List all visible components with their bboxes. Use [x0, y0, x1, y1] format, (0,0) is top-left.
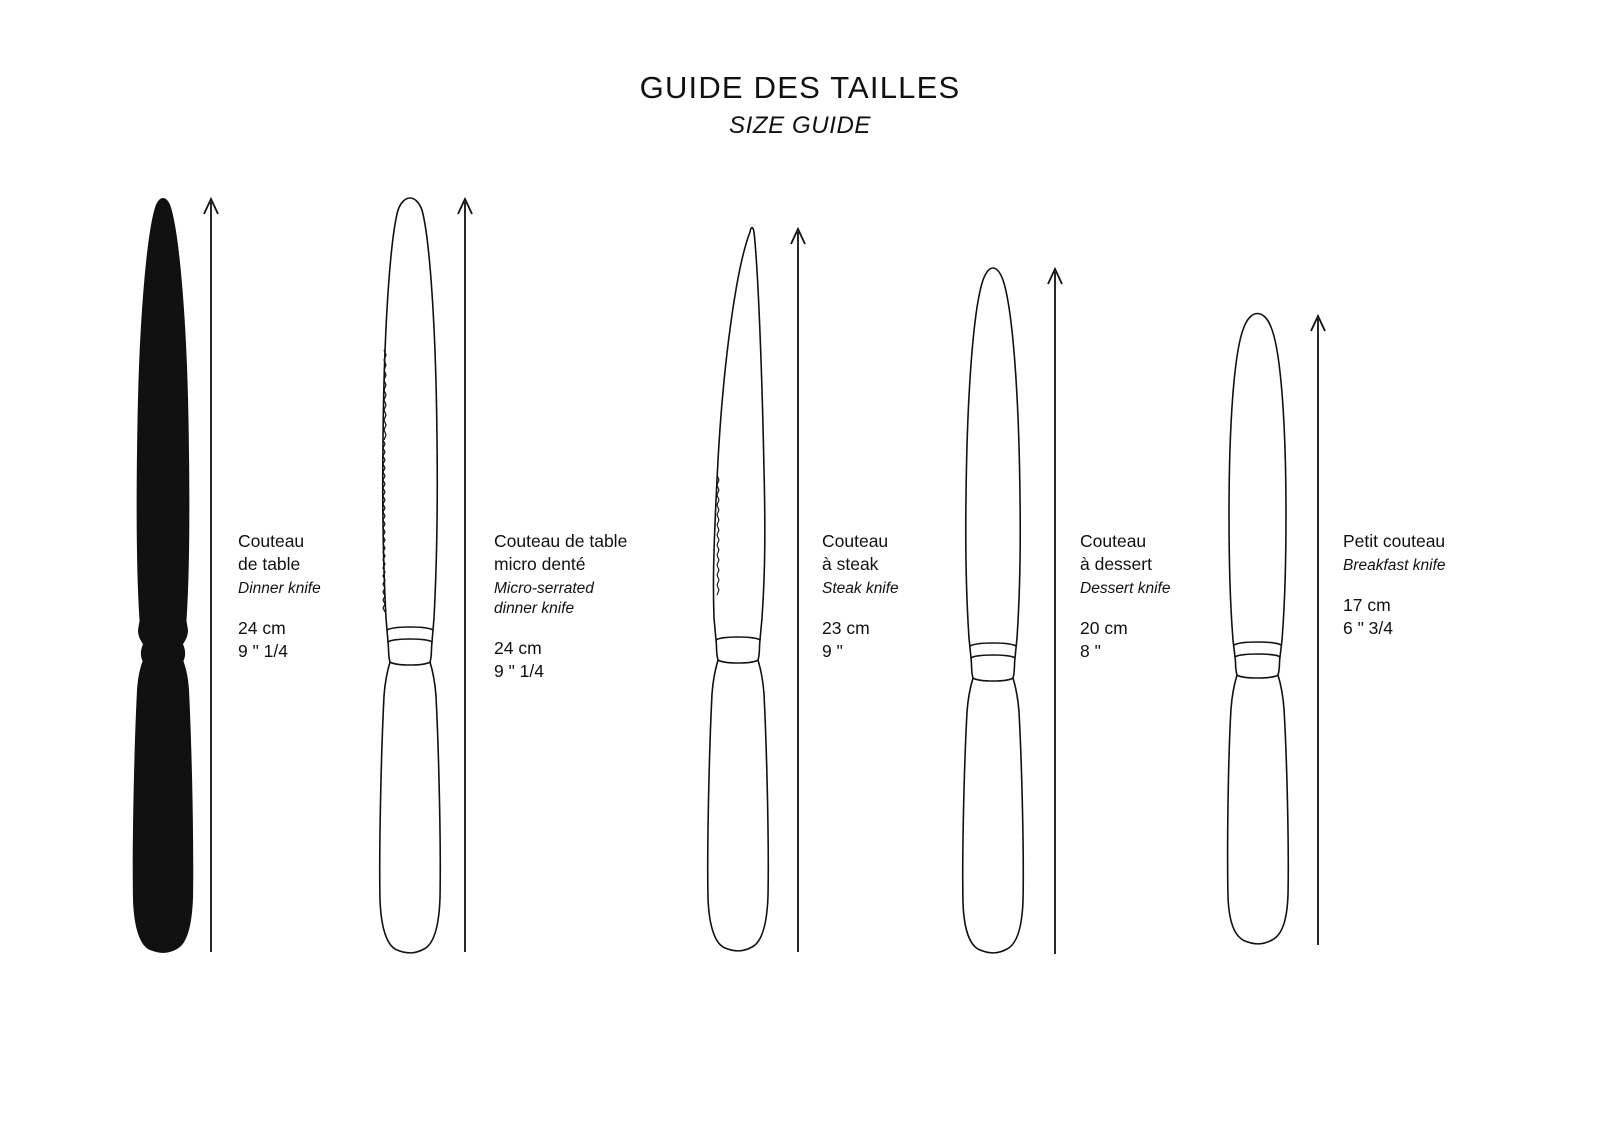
knife-item-breakfast: [1218, 305, 1478, 970]
caption-dessert-knife: [1080, 530, 1170, 663]
caption-en: Dinner knife: [238, 580, 321, 597]
caption-steak-knife: [822, 530, 899, 663]
size-cm: 23 cm: [822, 618, 870, 638]
caption-en: Steak knife: [822, 580, 899, 597]
caption-fr-line1: Couteau: [238, 531, 305, 551]
page-title: GUIDE DES TAILLES: [639, 70, 961, 105]
caption-fr-line2: de table: [238, 554, 301, 574]
caption-en-line1: Micro-serrated: [494, 580, 594, 597]
size-cm: 20 cm: [1080, 618, 1128, 638]
size-in: 8 ": [1080, 641, 1101, 661]
knife-item-dinner: [110, 190, 370, 970]
size-cm: 17 cm: [1343, 595, 1391, 615]
caption-fr-line1: Couteau de table: [494, 531, 628, 551]
caption-fr-line2: à steak: [822, 554, 879, 574]
caption-en-line2: dinner knife: [494, 600, 575, 617]
caption-fr-line1: Couteau: [1080, 531, 1147, 551]
caption-micro-serrated-knife: [494, 530, 627, 683]
size-cm: 24 cm: [238, 618, 286, 638]
page-subtitle: SIZE GUIDE: [728, 112, 872, 139]
knife-item-steak: [700, 220, 960, 970]
size-in: 9 " 1/4: [494, 661, 544, 681]
size-in: 6 " 3/4: [1343, 618, 1393, 638]
caption-fr-line1: Couteau: [822, 531, 889, 551]
caption-en: Dessert knife: [1080, 580, 1171, 597]
caption-en: Breakfast knife: [1343, 557, 1446, 574]
caption-dinner-knife: [238, 530, 321, 663]
size-cm: 24 cm: [494, 638, 542, 658]
caption-fr-line2: micro denté: [494, 554, 586, 574]
knife-item-dessert: [955, 258, 1215, 973]
size-in: 9 ": [822, 641, 843, 661]
caption-fr-line2: à dessert: [1080, 554, 1152, 574]
size-in: 9 " 1/4: [238, 641, 288, 661]
caption-breakfast-knife: [1343, 530, 1446, 640]
knife-item-micro-serrated: [368, 190, 638, 970]
caption-fr-line1: Petit couteau: [1343, 531, 1446, 551]
